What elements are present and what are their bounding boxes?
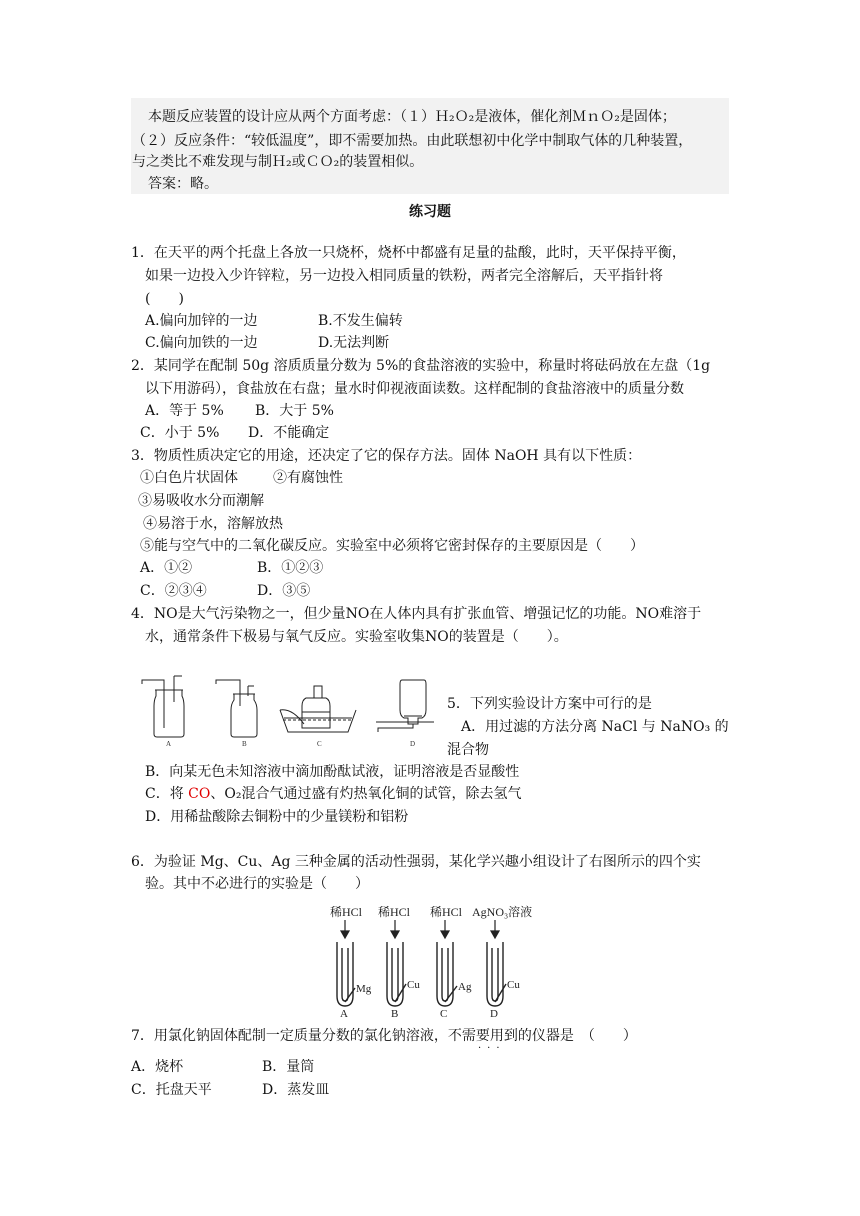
tube-label-d: D (490, 1008, 498, 1018)
reagent-label-a: 稀HCl (330, 905, 363, 919)
intro-answer: 答案：略。 (148, 176, 218, 192)
q3-property-4: ④易溶于水，溶解放热 (143, 516, 283, 532)
gas-collection-apparatus-figure (134, 672, 444, 750)
reagent-label-b: 稀HCl (378, 905, 411, 919)
apparatus-b (216, 680, 257, 737)
q7-option-a: A．烧杯 (131, 1059, 184, 1075)
reagent-label-d: AgNO₃溶液 (472, 905, 533, 919)
metal-label-b: Cu (407, 979, 420, 991)
metal-label-c: Ag (458, 981, 472, 993)
q4-line-2: 水，通常条件下极易与氧气反应。实验室收集NO的装置是（ ）。 (145, 629, 568, 645)
q1-option-b: B.不发生偏转 (318, 313, 403, 329)
q7-line-1: 7．用氯化钠固体配制一定质量分数的氯化钠溶液，不需要用到的仪器是 （ ） (131, 1028, 637, 1044)
test-tube-a (337, 942, 353, 1006)
q5-option-a-line-1: A．用过滤的方法分离 NaCl 与 NaNO₃ 的 (461, 719, 729, 735)
q5-option-d: D．用稀盐酸除去铜粉中的少量镁粉和铝粉 (145, 809, 409, 825)
reagent-label-c: 稀HCl (430, 905, 463, 919)
q1-line-3: ( ) (145, 291, 184, 307)
test-tube-b (387, 942, 403, 1006)
q2-option-b: B．大于 5% (255, 403, 334, 419)
q1-line-2: 如果一边投入少许锌粒，另一边投入相同质量的铁粉，两者完全溶解后，天平指针将 (145, 268, 663, 284)
test-tube-figure (320, 900, 540, 1018)
apparatus-label-a: A (166, 740, 172, 748)
q6-line-1: 6．为验证 Mg、Cu、Ag 三种金属的活动性强弱，某化学兴趣小组设计了右图所示的四个实 (131, 854, 701, 870)
q3-option-b: B．①②③ (257, 560, 324, 576)
q3-option-d: D．③⑤ (257, 583, 311, 599)
test-tube-d (487, 942, 503, 1006)
apparatus-a (142, 676, 184, 737)
q2-option-a: A．等于 5% (145, 403, 224, 419)
q5-option-c: C．将 CO、O₂混合气通过盛有灼热氧化铜的试管，除去氢气 (145, 786, 522, 802)
q3-line-1: 3．物质性质决定它的用途，还决定了它的保存方法。固体 NaOH 具有以下性质： (131, 448, 642, 464)
section-title: 练习题 (409, 204, 451, 220)
q2-option-c: C．小于 5% (140, 425, 220, 441)
metal-label-a: Mg (356, 983, 372, 995)
tube-label-c: C (440, 1008, 448, 1018)
q2-option-d: D．不能确定 (248, 425, 330, 441)
apparatus-d (376, 680, 434, 732)
apparatus-label-c: C (317, 740, 322, 748)
apparatus-label-b: B (242, 740, 247, 748)
q3-property-3: ③易吸收水分而潮解 (138, 493, 264, 509)
q1-line-1: 1．在天平的两个托盘上各放一只烧杯，烧杯中都盛有足量的盐酸，此时，天平保持平衡， (131, 245, 686, 261)
intro-line-3: 与之类比不难发现与制Ｈ₂或ＣＯ₂的装置相似。 (132, 154, 424, 170)
q2-line-1: 2．某同学在配制 50g 溶质质量分数为 5%的食盐溶液的实验中，称量时将砝码放在左盘（1g (131, 358, 711, 374)
q3-property-1: ①白色片状固体 (140, 470, 238, 486)
q3-option-a: A．①② (140, 560, 193, 576)
intro-line-1: 本题反应装置的设计应从两个方面考虑：（１）Ｈ₂Ｏ₂是液体，催化剂ＭｎＯ₂是固体； (148, 109, 676, 125)
q7-option-b: B．量筒 (262, 1059, 315, 1075)
emphasis-dots: ··· (478, 1043, 506, 1054)
q5-option-a-line-2: 混合物 (447, 742, 489, 758)
q1-option-a: A.偏向加锌的一边 (145, 313, 258, 329)
tube-label-a: A (340, 1008, 348, 1018)
intro-line-2: （２）反应条件：“较低温度”，即不需要加热。由此联想初中化学中制取气体的几种装置， (132, 133, 693, 149)
q1-option-d: D.无法判断 (318, 335, 390, 351)
q2-line-2: 以下用游码），食盐放在右盘；量水时仰视液面读数。这样配制的食盐溶液中的质量分数 (145, 381, 684, 397)
q5-option-b: B．向某无色未知溶液中滴加酚酞试液，证明溶液是否显酸性 (145, 764, 520, 780)
metal-label-d: Cu (507, 979, 520, 991)
q7-option-d: D．蒸发皿 (262, 1082, 330, 1098)
apparatus-label-d: D (410, 740, 416, 748)
q6-line-2: 验。其中不必进行的实验是（ ） (145, 876, 369, 892)
q3-property-5: ⑤能与空气中的二氧化碳反应。实验室中必须将它密封保存的主要原因是（ ） (140, 538, 644, 554)
q7-option-c: C．托盘天平 (131, 1082, 212, 1098)
q3-option-c: C．②③④ (140, 583, 207, 599)
q5-co-highlight: CO (188, 786, 211, 802)
apparatus-c (280, 686, 356, 732)
q5-line-1: 5．下列实验设计方案中可行的是 (447, 696, 652, 712)
q1-option-c: C.偏向加铁的一边 (145, 335, 258, 351)
q3-property-2: ②有腐蚀性 (273, 470, 343, 486)
tube-label-b: B (391, 1008, 399, 1018)
q4-line-1: 4．NO是大气污染物之一，但少量NO在人体内具有扩张血管、增强记忆的功能。NO难溶于 (131, 606, 702, 622)
test-tube-c (437, 942, 453, 1006)
